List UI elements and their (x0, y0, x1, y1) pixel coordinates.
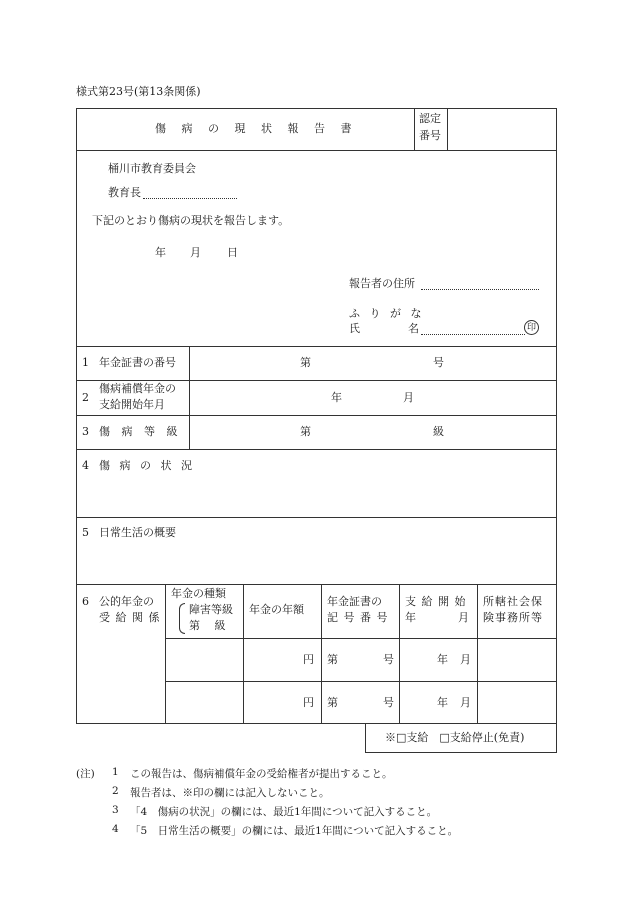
chief-name-line[interactable] (143, 198, 237, 199)
header-annual-amount: 年金の年額 (249, 603, 304, 616)
reporter-address-label: 報告者の住所 (349, 277, 415, 290)
row3-dai: 第 (300, 425, 311, 438)
pension-row1-yen: 円 (303, 653, 314, 666)
cert-number-field[interactable] (448, 109, 555, 149)
note-1-num: 1 (112, 766, 119, 778)
pension-row1-year: 年 (437, 653, 448, 666)
cert-divider (414, 108, 415, 150)
pension-office-field[interactable] (478, 639, 556, 680)
seal-icon: 印 (524, 320, 539, 335)
cert-label-1: 認定 (419, 112, 441, 125)
row4-num: 4 (82, 459, 89, 472)
note-1-text: この報告は、傷病補償年金の受給権者が提出すること。 (130, 768, 393, 780)
row1-label: 年金証書の番号 (99, 356, 176, 369)
header-office-2: 険事務所等 (483, 611, 543, 624)
injury-status-field[interactable] (77, 476, 556, 516)
header-grade-unit: 第 級 (189, 619, 226, 632)
bracket-icon (179, 603, 185, 634)
note-3-text: 「4 傷病の状況」の欄には、最近1年間について記入すること。 (130, 806, 438, 818)
pension-row2-year: 年 (437, 696, 448, 709)
row6-label-2: 受 給 関 係 (99, 611, 161, 624)
row4-label: 傷 病 の 状 況 (99, 459, 195, 472)
pension-certificate-number-field[interactable] (190, 347, 556, 379)
pension-row2-month: 月 (460, 696, 471, 709)
header-cert-1: 年金証書の (327, 595, 382, 608)
row1-go: 号 (433, 356, 444, 369)
reporter-furigana-label: ふ り が な (349, 307, 425, 320)
header-office-1: 所轄社会保 (483, 595, 543, 608)
pension-row2-yen: 円 (303, 696, 314, 709)
daily-life-field[interactable] (77, 543, 556, 583)
reporter-name-label-2: 名 (408, 322, 419, 335)
pension-col-line (243, 584, 244, 724)
pension-type-field[interactable] (166, 639, 242, 680)
pension-row1-go: 号 (383, 653, 394, 666)
header-pension-type: 年金の種類 (171, 587, 226, 600)
header-start-year: 年 (405, 611, 416, 624)
row-line (76, 584, 557, 585)
note-4-num: 4 (112, 823, 119, 835)
note-3-num: 3 (112, 804, 119, 816)
cert-label-2: 番号 (419, 129, 441, 142)
row3-label: 傷 病 等 級 (99, 425, 182, 438)
addressee-chief: 教育長 (108, 186, 141, 199)
row1-dai: 第 (300, 356, 311, 369)
row2-label-1: 傷病補償年金の (99, 382, 176, 395)
notes-prefix: (注) (76, 768, 95, 780)
header-start-1: 支 給 開 始 (405, 595, 467, 608)
row5-num: 5 (82, 526, 89, 539)
pension-row2-go: 号 (383, 696, 394, 709)
note-4-text: 「5 日常生活の概要」の欄には、最近1年間について記入すること。 (130, 825, 459, 837)
reporter-name-label-1: 氏 (349, 322, 360, 335)
row2-num: 2 (82, 391, 89, 404)
date-day: 日 (227, 246, 238, 259)
date-year: 年 (155, 246, 166, 259)
reporter-name-line[interactable] (421, 334, 525, 335)
reporter-address-line[interactable] (421, 289, 539, 290)
row3-num: 3 (82, 425, 89, 438)
header-start-month: 月 (458, 611, 469, 624)
row-line (76, 517, 557, 518)
note-2-num: 2 (112, 785, 119, 797)
addressee-board: 桶川市教育委員会 (108, 162, 196, 175)
row2-year: 年 (331, 391, 342, 404)
header-cert-2: 記 号 番 号 (327, 611, 389, 624)
note-2-text: 報告者は、※印の欄には記入しないこと。 (130, 787, 330, 799)
injury-grade-field[interactable] (190, 416, 556, 448)
row6-label-1: 公的年金の (99, 595, 154, 608)
form-title: 傷 病 の 現 状 報 告 書 (155, 122, 358, 135)
pension-row1-month: 月 (460, 653, 471, 666)
row3-kyu: 級 (433, 425, 444, 438)
row1-num: 1 (82, 356, 89, 369)
row2-month: 月 (403, 391, 414, 404)
row-line (76, 449, 557, 450)
row5-label: 日常生活の概要 (99, 526, 176, 539)
row6-num: 6 (82, 595, 89, 608)
pension-type-field[interactable] (166, 682, 242, 723)
pension-office-field[interactable] (478, 682, 556, 723)
payment-start-date-field[interactable] (190, 381, 556, 414)
row2-label-2: 支給開始年月 (99, 398, 165, 411)
pension-col-line (399, 584, 400, 724)
pension-row2-dai: 第 (327, 696, 338, 709)
form-number: 様式第23号(第13条関係) (76, 85, 201, 98)
pension-row1-dai: 第 (327, 653, 338, 666)
office-use-text: ※□支給 □支給停止(免責) (385, 731, 525, 744)
header-disability-grade: 障害等級 (189, 603, 233, 616)
statement-text: 下記のとおり傷病の現状を報告します。 (92, 214, 290, 227)
date-month: 月 (190, 246, 201, 259)
pension-col-line (321, 584, 322, 724)
